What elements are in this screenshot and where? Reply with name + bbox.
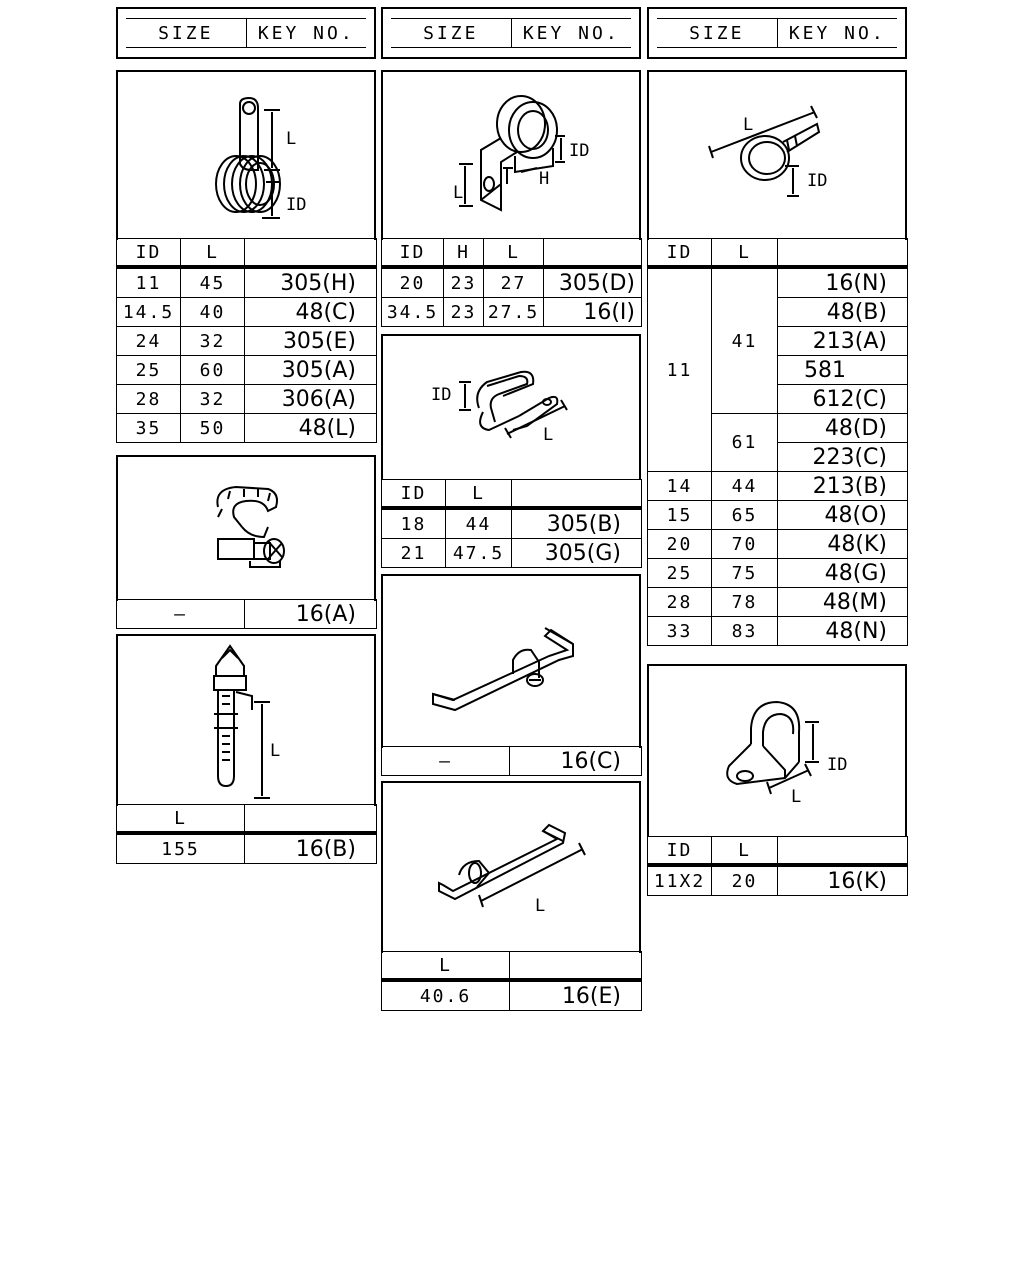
table-row: [382, 508, 642, 539]
table-cell: 45: [181, 267, 245, 298]
table-row: [648, 617, 908, 646]
table-cell: 50: [181, 414, 245, 443]
figure-snap-clip: [116, 455, 376, 601]
table-row: [648, 588, 908, 617]
table-row: [117, 385, 377, 414]
table-cell: 48(C): [245, 298, 377, 327]
table-cell: [544, 239, 642, 268]
table-cell: 20: [712, 865, 778, 896]
table-col3-sec2: [647, 836, 908, 896]
table-cell: 48(D): [778, 414, 908, 443]
table-row: [648, 865, 908, 896]
table-cell: [778, 837, 908, 866]
figure-flat-clip-with-holder: [381, 574, 641, 748]
table-cell: L: [712, 239, 778, 268]
table-cell: 48(G): [778, 559, 908, 588]
table-row: [382, 267, 642, 298]
table-cell: 16(N): [778, 267, 908, 298]
table-row: [117, 298, 377, 327]
table-row: [117, 600, 377, 629]
table-cell: 25: [117, 356, 181, 385]
figure-flat-base-clip: [381, 781, 641, 953]
figure-push-mount-tie: [116, 634, 376, 806]
table-row: [382, 980, 642, 1011]
dim-id-label: ID: [827, 755, 848, 775]
table-cell: 305(E): [245, 327, 377, 356]
group-id-cell: 11: [648, 267, 712, 472]
table-cell: 11X2: [648, 865, 712, 896]
table-row: [117, 327, 377, 356]
table-cell: 34.5: [382, 298, 444, 327]
table-cell: 213(A): [778, 327, 908, 356]
table-cell: ID: [382, 239, 444, 268]
table-row: [648, 559, 908, 588]
table-cell: 48(L): [245, 414, 377, 443]
table-row: [648, 267, 908, 298]
table-cell: 305(B): [512, 508, 642, 539]
table-cell: L: [181, 239, 245, 268]
table-cell: 75: [712, 559, 778, 588]
table-cell: 23: [444, 298, 484, 327]
table-row: [648, 472, 908, 501]
size-header: SIZE: [126, 19, 247, 47]
table-cell: 32: [181, 385, 245, 414]
size-header: SIZE: [391, 19, 512, 47]
table-cell: 612(C): [778, 385, 908, 414]
table-cell: 60: [181, 356, 245, 385]
dim-l-label: L: [286, 129, 297, 149]
table-cell: 20: [382, 267, 444, 298]
table-cell: 48(B): [778, 298, 908, 327]
table-cell: 83: [712, 617, 778, 646]
table-cell: [778, 239, 908, 268]
table-row: [648, 530, 908, 559]
table-cell: 16(C): [510, 747, 642, 776]
table-col2-sec3: [381, 746, 642, 776]
table-row: [382, 539, 642, 568]
table-cell: 65: [712, 501, 778, 530]
table-cell: —: [117, 600, 245, 629]
figure-ring-clamp-with-tab: [116, 70, 376, 240]
table-cell: 33: [648, 617, 712, 646]
table-cell: —: [382, 747, 510, 776]
table-cell: 27.5: [484, 298, 544, 327]
table-cell: [245, 239, 377, 268]
table-col1-sec1: [116, 238, 377, 443]
table-cell: 15: [648, 501, 712, 530]
table-cell: 16(I): [544, 298, 642, 327]
table-cell: 24: [117, 327, 181, 356]
header-col1: [116, 7, 376, 59]
table-cell: 27: [484, 267, 544, 298]
table-col1-sec3: [116, 804, 377, 864]
dim-l-label: L: [535, 896, 546, 916]
table-cell: 14.5: [117, 298, 181, 327]
table-cell: 20: [648, 530, 712, 559]
header-col2: [381, 7, 641, 59]
table-cell: 25: [648, 559, 712, 588]
table-cell: 47.5: [446, 539, 512, 568]
table-cell: 305(A): [245, 356, 377, 385]
table-row: [117, 267, 377, 298]
table-cell: [512, 480, 642, 509]
key-no-header: KEY NO.: [788, 22, 886, 44]
table-cell: 48(N): [778, 617, 908, 646]
dim-l-label: L: [270, 741, 281, 761]
table-row: [382, 298, 642, 327]
table-cell: L: [484, 239, 544, 268]
table-cell: ID: [648, 837, 712, 866]
table-col2-sec2: [381, 479, 642, 568]
table-col2-sec4: [381, 951, 642, 1011]
table-cell: 28: [648, 588, 712, 617]
table-cell: 40.6: [382, 980, 510, 1011]
table-cell: 213(B): [778, 472, 908, 501]
table-cell: H: [444, 239, 484, 268]
figure-loop-clip: [381, 334, 641, 480]
table-cell: 48(K): [778, 530, 908, 559]
dim-l-label: L: [543, 425, 554, 445]
dim-h-label: H: [539, 169, 550, 189]
table-cell: [510, 952, 642, 981]
table-cell: 44: [446, 508, 512, 539]
group-l-cell: 61: [712, 414, 778, 472]
table-cell: 28: [117, 385, 181, 414]
table-cell: 223(C): [778, 443, 908, 472]
table-cell: 305(D): [544, 267, 642, 298]
table-row: [648, 501, 908, 530]
table-cell: 16(E): [510, 980, 642, 1011]
dim-l-label: L: [743, 115, 754, 135]
table-cell: [245, 805, 377, 834]
table-cell: 35: [117, 414, 181, 443]
table-cell: 305(G): [512, 539, 642, 568]
table-cell: ID: [382, 480, 446, 509]
table-row: [117, 414, 377, 443]
table-cell: 32: [181, 327, 245, 356]
table-cell: 23: [444, 267, 484, 298]
table-cell: 155: [117, 833, 245, 864]
table-cell: 48(M): [778, 588, 908, 617]
table-col1-sec2: [116, 599, 377, 629]
table-cell: 21: [382, 539, 446, 568]
figure-p-clamp: [647, 664, 907, 837]
table-cell: 40: [181, 298, 245, 327]
figure-offset-clamp: [381, 70, 641, 240]
table-cell: 70: [712, 530, 778, 559]
table-cell: L: [382, 952, 510, 981]
table-col2-sec1: [381, 238, 642, 327]
size-header: SIZE: [657, 19, 778, 47]
table-cell: 16(B): [245, 833, 377, 864]
table-cell: 78: [712, 588, 778, 617]
table-row: [117, 356, 377, 385]
table-row: [117, 833, 377, 864]
table-cell: 18: [382, 508, 446, 539]
table-row: [382, 747, 642, 776]
figure-band-clamp: [647, 70, 907, 240]
header-col3: [647, 7, 907, 59]
table-cell: 306(A): [245, 385, 377, 414]
dim-id-label: ID: [569, 141, 590, 161]
table-cell: 48(O): [778, 501, 908, 530]
key-no-header: KEY NO.: [257, 22, 355, 44]
dim-l-label: L: [791, 787, 802, 807]
table-cell: 16(A): [245, 600, 377, 629]
dim-id-label: ID: [807, 171, 828, 191]
table-cell: 11: [117, 267, 181, 298]
table-cell: ID: [648, 239, 712, 268]
table-col3-sec1: [647, 238, 908, 646]
table-cell: L: [712, 837, 778, 866]
table-cell: 44: [712, 472, 778, 501]
table-cell: ID: [117, 239, 181, 268]
group-l-cell: 41: [712, 267, 778, 414]
table-cell: L: [446, 480, 512, 509]
key-no-header: KEY NO.: [522, 22, 620, 44]
table-cell: 581: [778, 356, 908, 385]
table-cell: 16(K): [778, 865, 908, 896]
table-cell: 14: [648, 472, 712, 501]
dim-id-label: ID: [431, 385, 452, 405]
table-cell: 305(H): [245, 267, 377, 298]
dim-id-label: ID: [286, 195, 307, 215]
table-cell: L: [117, 805, 245, 834]
dim-l-label: L: [453, 183, 464, 203]
